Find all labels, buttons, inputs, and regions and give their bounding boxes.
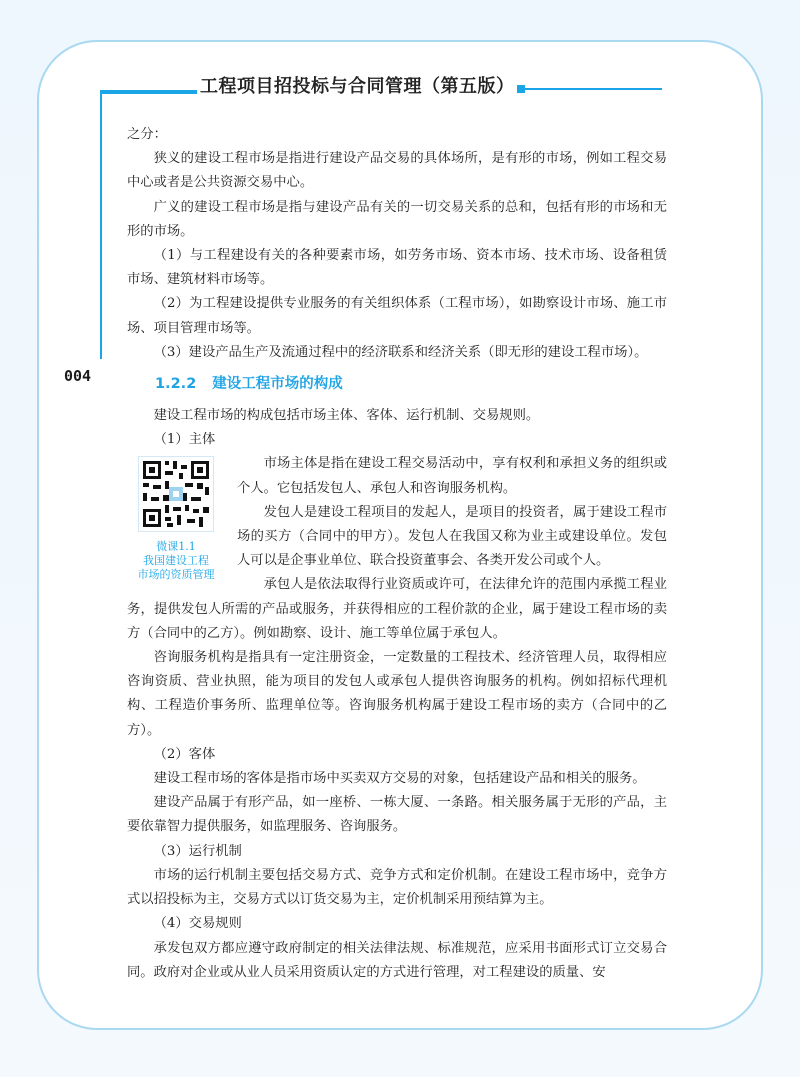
paragraph: （3）建设产品生产及流通过程中的经济联系和经济关系（即无形的建设工程市场）。 xyxy=(153,344,648,360)
paragraph: （1）与工程建设有关的各种要素市场，如劳务市场、资本市场、技术市场、设备租赁市场、建筑材料市场等。 xyxy=(127,248,667,288)
paragraph: 咨询服务机构是指具有一定注册资金，一定数量的工程技术、经济管理人员，取得相应咨询资质、营业执照，能为项目的发包人或承包人提供咨询服务的机构。例如招标代理机构、工程造价事务所、监理单位等。咨询服务机构属于建设工程市场的卖方（合同中的乙方）。 xyxy=(127,650,667,738)
header-rule-right xyxy=(524,88,662,90)
qr-caption-line: 市场的资质管理 xyxy=(137,568,215,582)
paragraph: 市场的运行机制主要包括交易方式、竞争方式和定价机制。在建设工程市场中，竞争方式以招投标为主，交易方式以订货交易为主，定价机制采用预结算为主。 xyxy=(127,867,667,908)
page-number: 004 xyxy=(64,367,92,385)
left-margin-rule xyxy=(100,92,102,359)
qr-code-icon[interactable] xyxy=(138,456,214,532)
qr-caption-line: 微课1.1 xyxy=(156,540,196,554)
paragraph: （2）为工程建设提供专业服务的有关组织体系（工程市场），如勘察设计市场、施工市场、项目管理市场等。 xyxy=(127,296,667,336)
header-rule-left xyxy=(100,90,197,94)
book-title: 工程项目招投标与合同管理（第五版） xyxy=(200,76,515,97)
paragraph: 承发包双方都应遵守政府制定的相关法律法规、标准规范，应采用书面形式订立交易合同。政府对企业或从业人员采用资质认定的方式进行管理，对工程建设的质量、安 xyxy=(127,940,667,980)
paragraph: 建设产品属于有形产品，如一座桥、一栋大厦、一条路。相关服务属于无形的产品，主要依靠智力提供服务，如监理服务、咨询服务。 xyxy=(127,795,667,835)
paragraph: 市场主体是指在建设工程交易活动中，享有权利和承担义务的组织或个人。它包括发包人、承包人和咨询服务机构。 xyxy=(237,456,667,496)
paragraph: 发包人是建设工程项目的发起人，是项目的投资者，属于建设工程市场的买方（合同中的甲方）。发包人在我国又称为业主或建设单位。发包人可以是企事业单位、联合投资董事会、各类开发公司或个人。 xyxy=(237,504,667,569)
page-content xyxy=(127,123,667,985)
paragraph: 建设工程市场的构成包括市场主体、客体、运行机制、交易规则。 xyxy=(153,408,540,424)
section-number: 1.2.2 xyxy=(155,376,197,393)
qr-block xyxy=(123,456,229,582)
paragraph: 狭义的建设工程市场是指进行建设产品交易的具体场所，是有形的市场，例如工程交易中心或者是公共资源交易中心。 xyxy=(127,151,667,191)
subheading: （3）运行机制 xyxy=(153,843,242,859)
subheading: （2）客体 xyxy=(153,746,216,762)
qr-caption xyxy=(123,540,229,582)
paragraph: 广义的建设工程市场是指与建设产品有关的一切交易关系的总和，包括有形的市场和无形的市场。 xyxy=(127,199,667,239)
qr-caption-line: 我国建设工程 xyxy=(143,554,209,568)
section-heading xyxy=(127,370,667,398)
subheading: （1）主体 xyxy=(153,432,216,448)
subheading: （4）交易规则 xyxy=(153,916,242,932)
paragraph: 建设工程市场的客体是指市场中买卖双方交易的对象，包括建设产品和相关的服务。 xyxy=(153,771,646,787)
paragraph: 之分： xyxy=(127,127,167,142)
paragraph: 承包人是依法取得行业资质或许可，在法律允许的范围内承揽工程业务，提供发包人所需的产品或服务，并获得相应的工程价款的企业，属于建设工程市场的卖方（合同中的乙方）。例如勘察、设计、施工等单位属于承包人。 xyxy=(127,577,667,641)
section-title: 建设工程市场的构成 xyxy=(212,376,343,393)
